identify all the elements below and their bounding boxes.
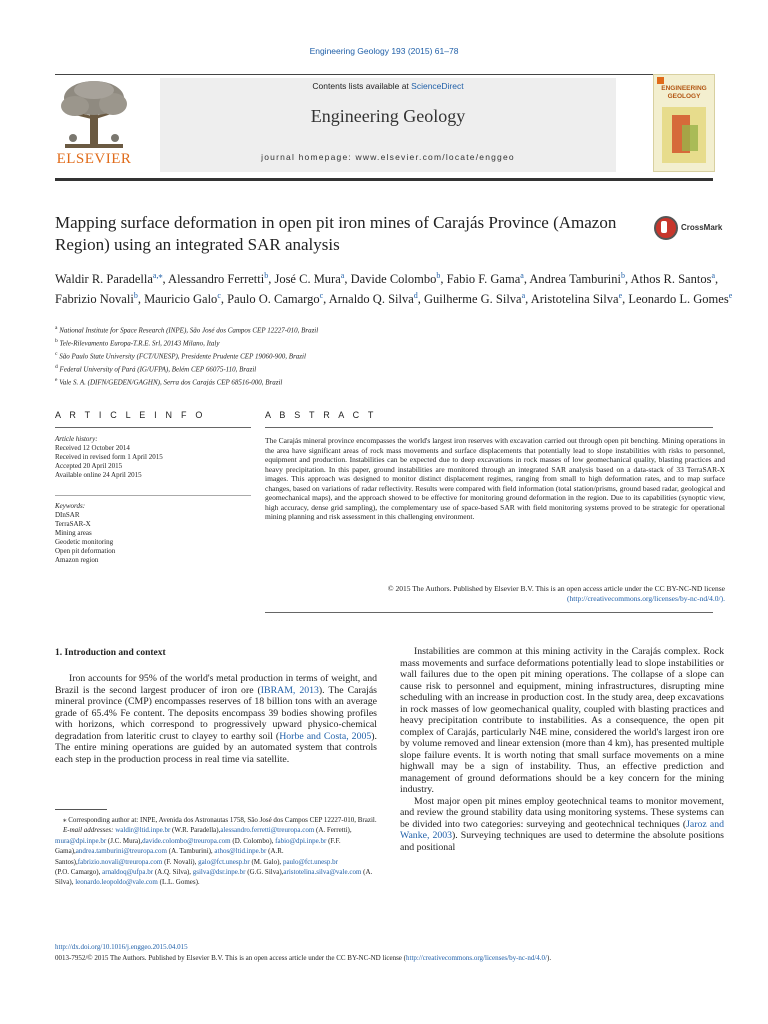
header-top-rule xyxy=(55,74,713,75)
email-owner: (D. Colombo), xyxy=(230,836,276,845)
author-affiliation-marker[interactable]: e xyxy=(728,290,733,300)
keyword-item: DInSAR xyxy=(55,511,80,519)
article-info-rule xyxy=(55,427,251,428)
email-owner: (A. Tamburini), xyxy=(167,847,215,856)
email-link[interactable]: gsilva@dsr.inpe.br xyxy=(192,868,246,877)
sciencedirect-link[interactable]: ScienceDirect xyxy=(411,81,464,91)
citation-link[interactable]: IBRAM, 2013 xyxy=(260,684,319,696)
paragraph-text: Most major open pit mines employ geotechnical teams to monitor movement, and review the ground stability data using monitoring systems. These systems can be divided into two categories: surveying and geotechnical techniques ( xyxy=(400,795,724,830)
crossmark-badge[interactable] xyxy=(654,216,728,246)
history-item: Available online 24 April 2015 xyxy=(55,471,142,479)
author-name[interactable]: Fabrizio Novali xyxy=(55,291,134,306)
header-bottom-rule xyxy=(55,178,713,181)
author-name[interactable]: Paulo O. Camargo xyxy=(227,291,320,306)
email-link[interactable]: waldir@ltid.inpe.br xyxy=(115,826,171,835)
license-line xyxy=(55,953,735,964)
email-link[interactable]: arnaldoq@ufpa.br xyxy=(102,868,154,877)
crossmark-inner-mark xyxy=(661,221,667,233)
license-link[interactable]: (http://creativecommons.org/licenses/by-nc-nd/4.0/). xyxy=(567,593,725,603)
email-owner: (A.Q. Silva), xyxy=(153,868,193,877)
keyword-item: Open pit deformation xyxy=(55,547,116,555)
author-affiliation-marker[interactable]: b xyxy=(264,271,269,280)
email-owner: (M. Galo), xyxy=(249,857,283,866)
corresponding-author-note: ⁎ Corresponding author at: INPE, Avenida dos Astronautas 1758, São José dos Campos CEP 12227-010, Brazil. xyxy=(63,816,377,824)
abstract-text: The Carajás mineral province encompasses the world's largest iron reserves with excavation carried out through open pit benching. Mining operations in the area have significant areas of rock mass movements and surface displacements that potentially lead to slope instabilities with risks to personnel, equipment and production. Instabilities can be expected due to deep excavations in rock masses of low geomechanical quality, blasting practices and heavy precipitation. In this paper, ground instabilities are monitored through an integrated SAR analysis based on a data-stack of 33 TerraSAR-X images. This approach was designed to monitor distinct displacement regimes, ranging from small to high deformation rates, and to map surface changes, based on variations of radar reflectivity. Results were compared with field information (total station/prisms, ground based radar, geological and geomechanical maps), and the approach showed to be effective for monitoring ground deformation in the region. Due to its capabilities (synoptic view, high accuracy, dense grid sampling), the complementary use of space-based SAR with field monitoring systems proved to be strategic for operational mining planning and risk assessment in this challenging environment. xyxy=(265,436,725,522)
author-name[interactable]: Davide Colombo xyxy=(350,272,437,287)
affiliation-marker: c xyxy=(55,350,58,357)
footnote-rule xyxy=(55,809,107,810)
intro-right-column xyxy=(400,646,724,853)
keyword-item: Geodetic monitoring xyxy=(55,538,114,546)
email-link[interactable]: leonardo.leopoldo@vale.com xyxy=(75,878,158,887)
author-name[interactable]: Guilherme G. Silva xyxy=(424,291,522,306)
paragraph: Instabilities are common at this mining activity in the Carajás complex. Rock mass movements and surface deformations potentially lead to slope instabilities or wall failures due to the open pit mining operations. The collapse of a slope can cause risk to personnel and equipment, mining infrastructures, disrupting mine scheduling with an increase in production cost. In the study area, deep excavations in rock masses of low geomechanical quality, coupled with blasting practices and heavy precipitation contribute to instabilities. As a consequence, the open pit complex of Carajás, particularly N4E mine, considered the world's largest iron ore by volume removed and linear extension (more than 4 km), has presented multiple slope failure events. It is worth noting that small surface movements on a mine highwall may be a sign of instability. Thus, an effective prediction and management of ground deformations should be a key concern for the mining industry. xyxy=(400,646,724,795)
email-owner: (P.O. Camargo), xyxy=(55,868,103,877)
author-affiliation-marker[interactable]: b xyxy=(620,271,625,280)
keywords-heading: Keywords: xyxy=(55,502,86,510)
email-link[interactable]: galo@fct.unesp.br xyxy=(198,857,250,866)
email-owner: (L.L. Gomes). xyxy=(157,878,200,887)
author-affiliation-marker[interactable]: a xyxy=(711,271,716,280)
keyword-item: TerraSAR-X xyxy=(55,520,91,528)
author-affiliation-marker[interactable]: d xyxy=(413,290,418,300)
email-owner: (F. Novali), xyxy=(162,857,199,866)
elsevier-wordmark: ELSEVIER xyxy=(56,151,132,167)
email-owner: (A. Ferretti), xyxy=(314,826,352,835)
article-title: Mapping surface deformation in open pit iron mines of Carajás Province (Amazon Region) using an integrated SAR analysis xyxy=(55,213,617,254)
author-name[interactable]: Alessandro Ferretti xyxy=(168,272,265,287)
citation-link[interactable]: Horbe and Costa, 2005 xyxy=(279,730,372,742)
crossmark-label: CrossMark xyxy=(681,223,723,232)
keywords-separator xyxy=(55,495,251,496)
keywords-block xyxy=(55,502,245,565)
affiliation-list xyxy=(55,323,715,388)
paragraph-text: ). The entire mining operations are guided by an automated system that controls each step in the production process in real time via satellite. xyxy=(55,730,377,765)
doi-link[interactable]: http://dx.doi.org/10.1016/j.enggeo.2015.04.015 xyxy=(55,943,188,951)
history-item: Received in revised form 1 April 2015 xyxy=(55,453,163,461)
abstract-rule xyxy=(265,427,713,428)
cover-logo-icon xyxy=(657,77,664,84)
email-link[interactable]: davide.colombo@treuropa.com xyxy=(142,836,231,845)
journal-title: Engineering Geology xyxy=(310,106,466,126)
license-suffix: ). xyxy=(547,953,552,962)
paragraph xyxy=(400,796,724,854)
paragraph xyxy=(55,673,377,765)
email-owner: (G.G. Silva), xyxy=(245,868,284,877)
affiliation-text: Tele-Rilevamento Europa-T.R.E. Srl, 20143 Milano, Italy xyxy=(59,339,220,348)
author-name[interactable]: Waldir R. Paradella xyxy=(55,272,153,287)
keyword-item: Mining areas xyxy=(55,529,92,537)
intro-left-column xyxy=(55,673,377,765)
email-link[interactable]: athos@ltid.inpe.br xyxy=(214,847,267,856)
copyright-text: © 2015 The Authors. Published by Elsevier B.V. This is an open access article under the CC BY-NC-ND license xyxy=(387,584,725,593)
author-affiliation-marker[interactable]: a xyxy=(520,271,524,280)
citation-link[interactable]: Jaroz and Wanke, 2003 xyxy=(400,818,724,841)
paragraph-text: ). The Carajás mineral province (CMP) encompasses reserves of 18 billion tons with an average grade of 65.4% Fe content. The deposits encompass 39 bodies showing profiles with horizons, which correspond to progressively upward physico-chemical degradation from lateritic crust to clayey to earthy soil ( xyxy=(55,684,377,742)
email-link[interactable]: paulo@fct.unesp.br xyxy=(282,857,338,866)
affiliation-item xyxy=(55,362,715,375)
author-name[interactable]: Mauricio Galo xyxy=(144,291,218,306)
email-link[interactable]: alessandro.ferretti@treuropa.com xyxy=(220,826,315,835)
author-affiliation-marker[interactable]: c xyxy=(217,290,221,300)
affiliation-marker: d xyxy=(55,363,58,370)
affiliation-text: National Institute for Space Research (INPE), São José dos Campos CEP 12227-010, Brazil xyxy=(59,326,319,335)
affiliation-text: Vale S. A. (DIFN/GEDEN/GAGHN), Serra dos Carajás CEP 68516-000, Brazil xyxy=(59,378,283,387)
abstract-heading: A B S T R A C T xyxy=(265,410,377,420)
paragraph-text: ). Surveying techniques are used to determine the absolute positions and positional xyxy=(400,830,724,853)
affiliation-item xyxy=(55,349,715,362)
section-heading: 1. Introduction and context xyxy=(55,648,166,658)
email-owner: (F.F. Gama), xyxy=(55,836,341,856)
email-link[interactable]: fabrizio.novali@treuropa.com xyxy=(77,857,163,866)
author-affiliation-marker[interactable]: a xyxy=(521,290,526,300)
paragraph-text: Iron accounts for 95% of the world's metal production in terms of weight, and Brazil is the second largest producer of iron ore ( xyxy=(55,673,377,696)
email-owner: (A. Silva), xyxy=(55,868,373,887)
footnotes xyxy=(55,815,385,888)
article-info-heading: A R T I C L E I N F O xyxy=(55,410,206,420)
author-name[interactable]: Andrea Tamburini xyxy=(529,272,621,287)
author-name[interactable]: Leonardo L. Gomes xyxy=(628,291,729,306)
affiliation-text: São Paulo State University (FCT/UNESP), Presidente Prudente CEP 19060-900, Brazil xyxy=(59,352,306,361)
contents-line xyxy=(160,81,616,91)
author-affiliation-marker[interactable]: b xyxy=(133,290,138,300)
history-item: Received 12 October 2014 xyxy=(55,444,130,452)
author-affiliation-marker[interactable]: a,⁎ xyxy=(152,271,163,280)
author-list: Waldir R. Paradella$^{a,⁎}$, Alessandro Ferretti$^b$, José C. Mura$^a$, Davide Colombo$^b$, Fabio F. Gama$^a$, Andrea Tamburini$^b$, Athos R. Santos$^a$, Fabrizio Novali$^b$, Mauricio Galo$^c$, Paulo O. Camargo$^c$, Arnaldo Q. Silva$^d$, Guilherme G. Silva$^a$, Aristotelina Silva$^e$, Leonardo L. Gomes$^e$ xyxy=(55,271,733,306)
cover-title: ENGINEERING GEOLOGY xyxy=(661,85,707,100)
email-link[interactable]: mura@dpi.inpe.br xyxy=(55,836,107,845)
email-link[interactable]: aristotelina.silva@vale.com xyxy=(283,868,362,877)
affiliation-text: Federal University of Pará (IG/UFPA), Belém CEP 66075-110, Brazil xyxy=(59,365,257,374)
license-prefix: 0013-7952/© 2015 The Authors. Published by Elsevier B.V. This is an open access article under the CC BY-NC-ND license ( xyxy=(55,953,406,962)
author-name[interactable]: José C. Mura xyxy=(274,272,341,287)
affiliation-marker: b xyxy=(55,337,58,344)
author-affiliation-marker[interactable]: e xyxy=(618,290,623,300)
email-link[interactable]: andrea.tamburini@treuropa.com xyxy=(75,847,167,856)
author-affiliation-marker[interactable]: c xyxy=(319,290,324,300)
journal-reference[interactable]: Engineering Geology 193 (2015) 61–78 xyxy=(309,46,459,56)
license-url-link[interactable]: http://creativecommons.org/licenses/by-nc-nd/4.0/ xyxy=(406,953,548,962)
author-name[interactable]: Athos R. Santos xyxy=(630,272,712,287)
abstract-copyright xyxy=(265,584,725,603)
email-owner: (W.R. Paradella), xyxy=(170,826,221,835)
bottom-info xyxy=(55,942,735,963)
author-name[interactable]: Fabio F. Gama xyxy=(446,272,521,287)
author-name[interactable]: Aristotelina Silva xyxy=(530,291,619,306)
history-heading: Article history: xyxy=(55,435,98,443)
journal-homepage[interactable]: journal homepage: www.elsevier.com/locate/enggeo xyxy=(261,152,515,162)
email-owner: (J.C. Mura), xyxy=(106,836,143,845)
journal-cover-thumbnail xyxy=(653,74,715,172)
email-link[interactable]: fabio@dpi.inpe.br xyxy=(275,836,327,845)
affiliation-item xyxy=(55,336,715,349)
keyword-item: Amazon region xyxy=(55,556,99,564)
author-name[interactable]: Arnaldo Q. Silva xyxy=(328,291,414,306)
author-affiliation-marker[interactable]: b xyxy=(436,271,441,280)
email-label: E-mail addresses: xyxy=(63,826,116,835)
article-history xyxy=(55,435,245,480)
affiliation-marker: a xyxy=(55,325,58,331)
abstract-bottom-rule xyxy=(265,612,713,613)
affiliation-marker: e xyxy=(55,376,58,383)
cover-green-shape xyxy=(682,125,698,151)
affiliation-item xyxy=(55,375,715,388)
contents-prefix: Contents lists available at xyxy=(312,81,412,91)
email-owner: (A.R. Santos), xyxy=(55,847,284,866)
history-item: Accepted 20 April 2015 xyxy=(55,462,123,470)
author-affiliation-marker[interactable]: a xyxy=(340,271,345,280)
affiliation-item xyxy=(55,323,715,336)
email-addresses xyxy=(55,825,385,887)
